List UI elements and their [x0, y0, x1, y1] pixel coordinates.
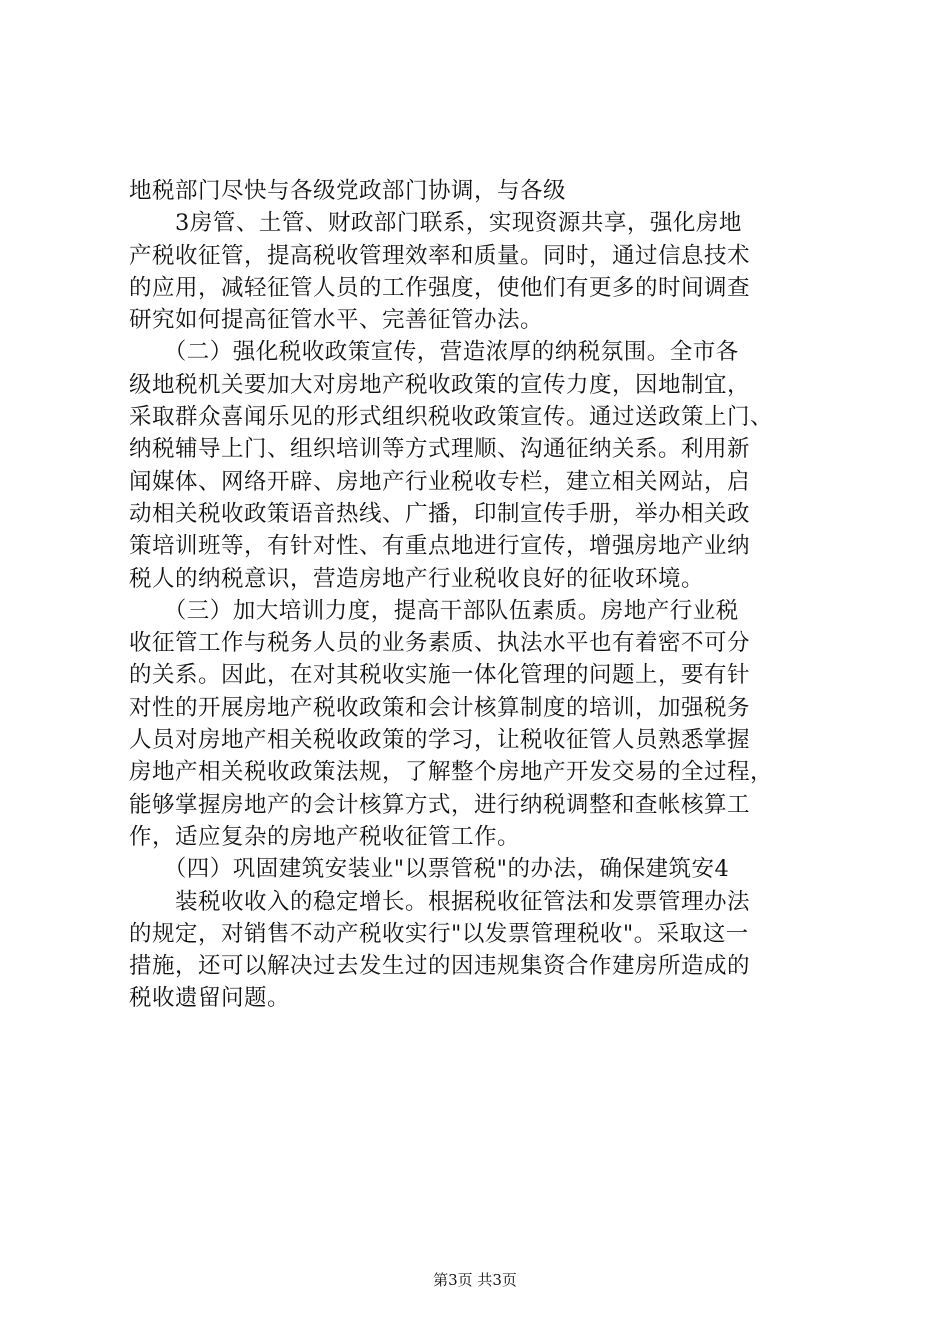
text-line: 动相关税收政策语音热线、广播，印制宣传手册，举办相关政	[129, 500, 751, 527]
text-line: 的应用，减轻征管人员的工作强度，使他们有更多的时间调查	[129, 274, 751, 301]
document-body	[129, 175, 829, 1015]
text-line: 纳税辅导上门、组织培训等方式理顺、沟通征纳关系。利用新	[129, 436, 751, 463]
text-line: 对性的开展房地产税收政策和会计核算制度的培训，加强税务	[129, 694, 751, 721]
text-line: 房地产相关税收政策法规，了解整个房地产开发交易的全过程，	[129, 759, 774, 786]
text-line: 级地税机关要加大对房地产税收政策的宣传力度，因地制宜，	[129, 371, 751, 398]
text-line: （三）加大培训力度，提高干部队伍素质。房地产行业税	[129, 597, 739, 624]
text-line: 作，适应复杂的房地产税收征管工作。	[129, 823, 521, 850]
text-line: 税人的纳税意识，营造房地产行业税收良好的征收环境。	[129, 565, 705, 592]
text-line: （四）巩固建筑安装业"以票管税"的办法，确保建筑安4	[129, 856, 730, 883]
page-footer	[0, 1270, 950, 1290]
text-line: 采取群众喜闻乐见的形式组织税收政策宣传。通过送政策上门、	[129, 404, 774, 431]
text-line: 3房管、土管、财政部门联系，实现资源共享，强化房地	[129, 210, 742, 237]
text-line: 策培训班等，有针对性、有重点地进行宣传，增强房地产业纳	[129, 533, 751, 560]
text-line: 措施，还可以解决过去发生过的因违规集资合作建房所造成的	[129, 953, 751, 980]
text-line: 收征管工作与税务人员的业务素质、执法水平也有着密不可分	[129, 630, 751, 657]
text-line: 地税部门尽快与各级党政部门协调，与各级	[129, 178, 567, 204]
text-line: 人员对房地产相关税收政策的学习，让税收征管人员熟悉掌握	[129, 727, 751, 754]
text-line: 税收遗留问题。	[129, 985, 291, 1012]
text-line: 能够掌握房地产的会计核算方式，进行纳税调整和查帐核算工	[129, 791, 751, 818]
text-line: 的规定，对销售不动产税收实行"以发票管理税收"。采取这一	[129, 920, 749, 947]
text-line: （二）强化税收政策宣传，营造浓厚的纳税氛围。全市各	[129, 339, 739, 366]
text-line: 研究如何提高征管水平、完善征管办法。	[129, 307, 544, 334]
text-line: 闻媒体、网络开辟、房地产行业税收专栏，建立相关网站，启	[129, 468, 751, 495]
text-line: 装税收收入的稳定增长。根据税收征管法和发票管理办法	[129, 888, 751, 915]
page-number: 第3页 共3页	[433, 1271, 517, 1289]
text-line: 的关系。因此，在对其税收实施一体化管理的问题上，要有针	[129, 662, 751, 689]
text-line: 产税收征管，提高税收管理效率和质量。同时，通过信息技术	[129, 242, 751, 269]
